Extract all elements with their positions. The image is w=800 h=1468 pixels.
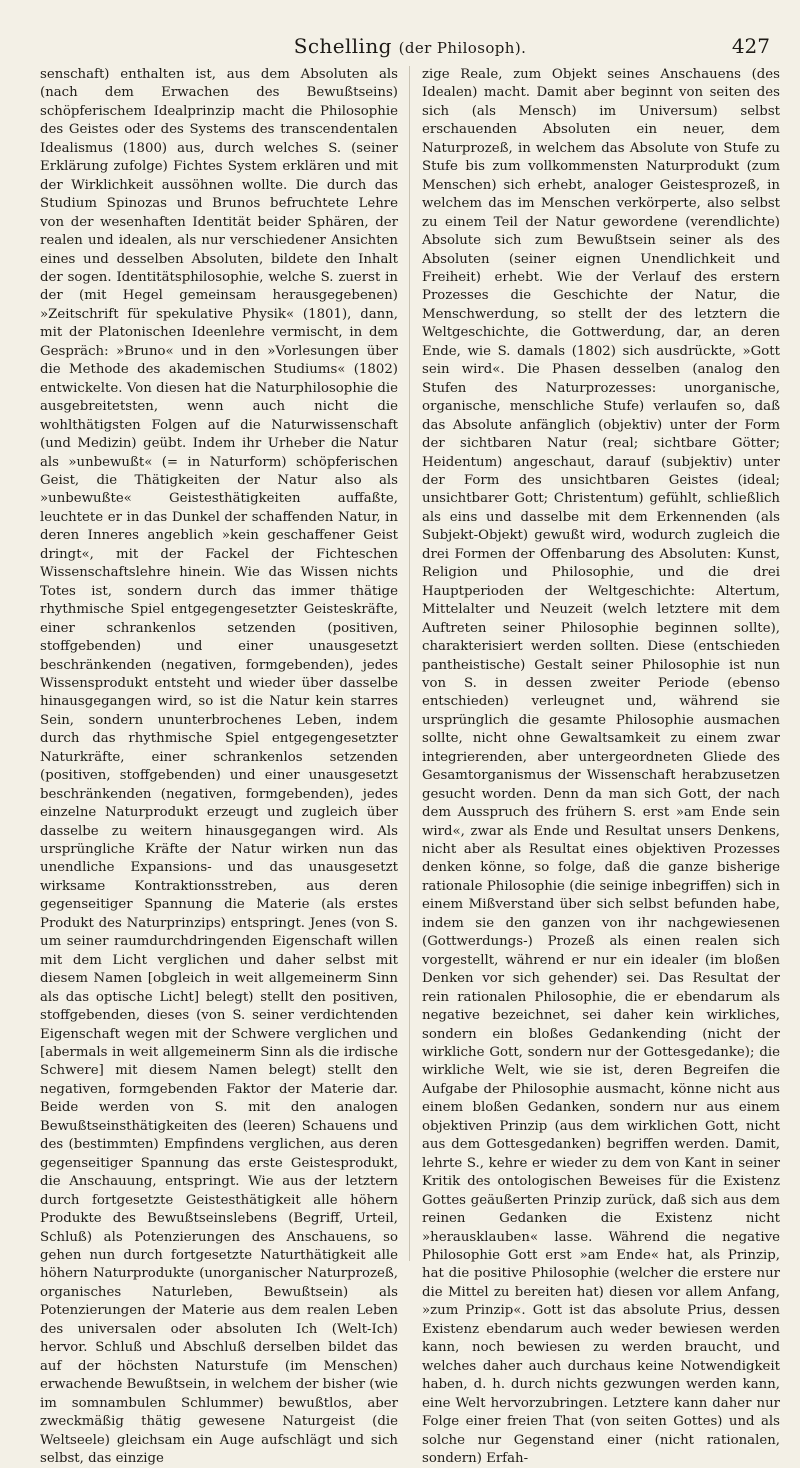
right-column-text: zige Reale, zum Objekt seines Anschauens (des Idealen) macht. Damit aber beginnt von seiten des sich (als Mensch) im Universum) selbst erschauenden Absoluten ein neuer, dem Naturprozeß, in welchem das Absolute von Stufe zu Stufe bis zum vollkommensten Naturprodukt (zum Menschen) sich erhebt, analoger Geistesprozeß, in welchem das im Menschen verkörperte, also selbst zu einem Teil der Natur gewordene (verendlichte) Absolute sich zum Bewußtsein seiner als des Absoluten (seiner eignen Unendlichkeit und Freiheit) erhebt. Wie der Verlauf des erstern Prozesses die Geschichte der Natur, die Menschwerdung, so stellt der des letztern die Weltgeschichte, die Gottwerdung, dar, an deren Ende, wie S. damals (1802) sich ausdrückte, »Gott sein wird«. Die Phasen desselben (analog den Stufen des Naturprozesses: unorganische, organische, menschliche Stufe) verlaufen so, daß das Absolute anfänglich (objektiv) unter der Form der sichtbaren Natur (real; sichtbare Götter; Heidentum) angeschaut, darauf (subjektiv) unter der Form des unsichtbaren Geistes (ideal; unsichtbarer Gott; Christentum) gefühlt, schließlich als eins und dasselbe mit dem Erkennenden (als Subjekt-Objekt) gewußt wird, wodurch zugleich die drei Formen der Offenbarung des Absoluten: Kunst, Religion und Philosophie, und die drei Hauptperioden der Weltgeschichte: Altertum, Mittelalter und Neuzeit (welch letztere mit dem Auftreten seiner Philosophie beginnen sollte), charakterisiert werden sollten. Diese (entschieden pantheistische) Gestalt seiner Philosophie ist nun von S. in dessen zweiter Periode (ebenso entschieden) verleugnet und, während sie ursprünglich die gesamte Philosophie ausmachen sollte, nicht ohne Gewaltsamkeit zu einem zwar integrierenden, aber untergeordneten Gliede des Gesamtorganismus der Wissenschaft herabzusetzen gesucht worden. Denn da man sich Gott, der nach dem Ausspruch des frühern S. erst »am Ende sein wird«, zwar als Ende und Resultat unsers Denkens, nicht aber als Resultat eines objektiven Prozesses denken könne, so folge, daß die ganze bisherige rationale Philosophie (die seinige inbegriffen) sich in einem Mißverstand über sich selbst befunden habe, indem sie den ganzen von ihr nachgewiesenen (Gottwerdungs-) Prozeß als einen realen sich vorgestellt, während er nur ein idealer (im bloßen Denken vor sich gehender) sei. Das Resultat der rein rationalen Philosophie, die er ebendarum als negative bezeichnet, sei daher kein wirkliches, sondern ein bloßes Gedankending (nicht der wirkliche Gott, sondern nur der Gottesgedanke); die wirkliche Welt, wie sie ist, deren Begreifen die Aufgabe der Philosophie ausmacht, könne nicht aus einem bloßen Gedanken, sondern nur aus einem objektiven Prinzip (aus dem wirklichen Gott, nicht aus dem Gottesgedanken) begriffen werden. Damit, lehrte S., kehre er wieder zu dem von Kant in seiner Kritik des ontologischen Beweises für die Existenz Gottes geäußerten Prinzip zurück, daß sich aus dem reinen Gedanken die Existenz nicht »herausklauben« lasse. Während die negative Philosophie Gott erst »am Ende« hat, als Prinzip, hat die positive Philosophie (welcher die erstere nur die Mittel zu bereiten hat) diesen vor allem Anfang, »zum Prinzip«. Gott ist das absolute Prius, dessen Existenz ebendarum auch weder bewiesen werden kann, noch bewiesen zu werden braucht, und welches daher auch durchaus keine Notwendigkeit haben, d. h. durch nichts gezwungen werden kann, eine Welt hervorzubringen. Letztere kann daher nur Folge einer freien That (von seiten Gottes) und als solche nur Gegenstand einer (nicht rationalen, sondern) Erfah- [422, 67, 780, 1466]
column-divider [409, 66, 410, 1261]
right-column [422, 66, 780, 1466]
left-column-text: senschaft) enthalten ist, aus dem Absoluten als (nach dem Erwachen des Bewußtseins) schöpferischem Idealprinzip macht die Philosophie des Geistes oder des Systems des transcendentalen Idealismus (1800) aus, durch welches S. (seiner Erklärung zufolge) Fichtes System erklären und mit der Wirklichkeit aussöhnen wollte. Die durch das Studium Spinozas und Brunos befruchtete Lehre von der wesenhaften Identität beider Sphären, der realen und idealen, als nur verschiedener Ansichten eines und desselben Absoluten, bildete den Inhalt der sogen. Identitätsphilosophie, welche S. zuerst in der (mit Hegel gemeinsam herausgegebenen) »Zeitschrift für spekulative Physik« (1801), dann, mit der Platonischen Ideenlehre vermischt, in dem Gespräch: »Bruno« und in den »Vorlesungen über die Methode des akademischen Studiums« (1802) entwickelte. Von diesen hat die Naturphilosophie die ausgebreitetsten, wenn auch nicht die wohlthätigsten Folgen auf die Naturwissenschaft (und Medizin) geübt. Indem ihr Urheber die Natur als »unbewußt« (= in Naturform) schöpferischen Geist, die Thätigkeiten der Natur also als »unbewußte« Geistesthätigkeiten auffaßte, leuchtete er in das Dunkel der schaffenden Natur, in deren Inneres angeblich »kein geschaffener Geist dringt«, mit der Fackel der Fichteschen Wissenschaftslehre hinein. Wie das Wissen nichts Totes ist, sondern durch das immer thätige rhythmische Spiel entgegengesetzter Geisteskräfte, einer schrankenlos setzenden (positiven, stoffgebenden) und einer unausgesetzt beschränkenden (negativen, formgebenden), jedes Wissensprodukt entsteht und wieder über dasselbe hinausgegangen wird, so ist die Natur kein starres Sein, sondern ununterbrochenes Leben, indem durch das rhythmische Spiel entgegengesetzter Naturkräfte, einer schrankenlos setzenden (positiven, stoffgebenden) und einer unausgesetzt beschränkenden (negativen, formgebenden), jedes einzelne Naturprodukt erzeugt und zugleich über dasselbe zu weitern hinausgegangen wird. Als ursprüngliche Kräfte der Natur wirken nun das unendliche Expansions- und das unausgesetzt wirksame Kontraktionsstreben, aus deren gegenseitiger Spannung die Materie (als erstes Produkt des Naturprinzips) entspringt. Jenes (von S. um seiner raumdurchdringenden Eigenschaft willen mit dem Licht verglichen und daher selbst mit diesem Namen [obgleich in weit allgemeinerm Sinn als das optische Licht] belegt) stellt den positiven, stoffgebenden, dieses (von S. seiner verdichtenden Eigenschaft wegen mit der Schwere verglichen und [abermals in weit allgemeinerm Sinn als die irdische Schwere] mit diesem Namen belegt) stellt den negativen, formgebenden Faktor der Materie dar. Beide werden von S. mit den analogen Bewußtseinsthätigkeiten des (leeren) Schauens und des (bestimmten) Empfindens verglichen, aus deren gegenseitiger Spannung das erste Geistesprodukt, die Anschauung, entspringt. Wie aus der letztern durch fortgesetzte Geistesthätigkeit alle höhern Produkte des Bewußtseinslebens (Begriff, Urteil, Schluß) als Potenzierungen des Anschauens, so gehen nun durch fortgesetzte Naturthätigkeit alle höhern Naturprodukte (unorganischer Naturprozeß, organisches Naturleben, Bewußtsein) als Potenzierungen der Materie aus dem realen Leben des universalen oder absoluten Ich (Welt-Ich) hervor. Schluß und Abschluß derselben bildet das auf der höchsten Naturstufe (im Menschen) erwachende Bewußtsein, in welchem der bisher (wie im somnambulen Schlummer) bewußtlos, aber zweckmäßig thätig gewesene Naturgeist (die Weltseele) gleichsam ein Auge aufschlägt und sich selbst, das einzige [40, 67, 398, 1466]
left-column [40, 66, 398, 1466]
text-columns [40, 66, 780, 1466]
page-number: 427 [731, 34, 770, 58]
running-head-subtitle: (der Philosoph). [398, 39, 527, 57]
running-head [40, 34, 780, 58]
page-header [40, 28, 780, 68]
running-head-title: Schelling [293, 34, 392, 58]
